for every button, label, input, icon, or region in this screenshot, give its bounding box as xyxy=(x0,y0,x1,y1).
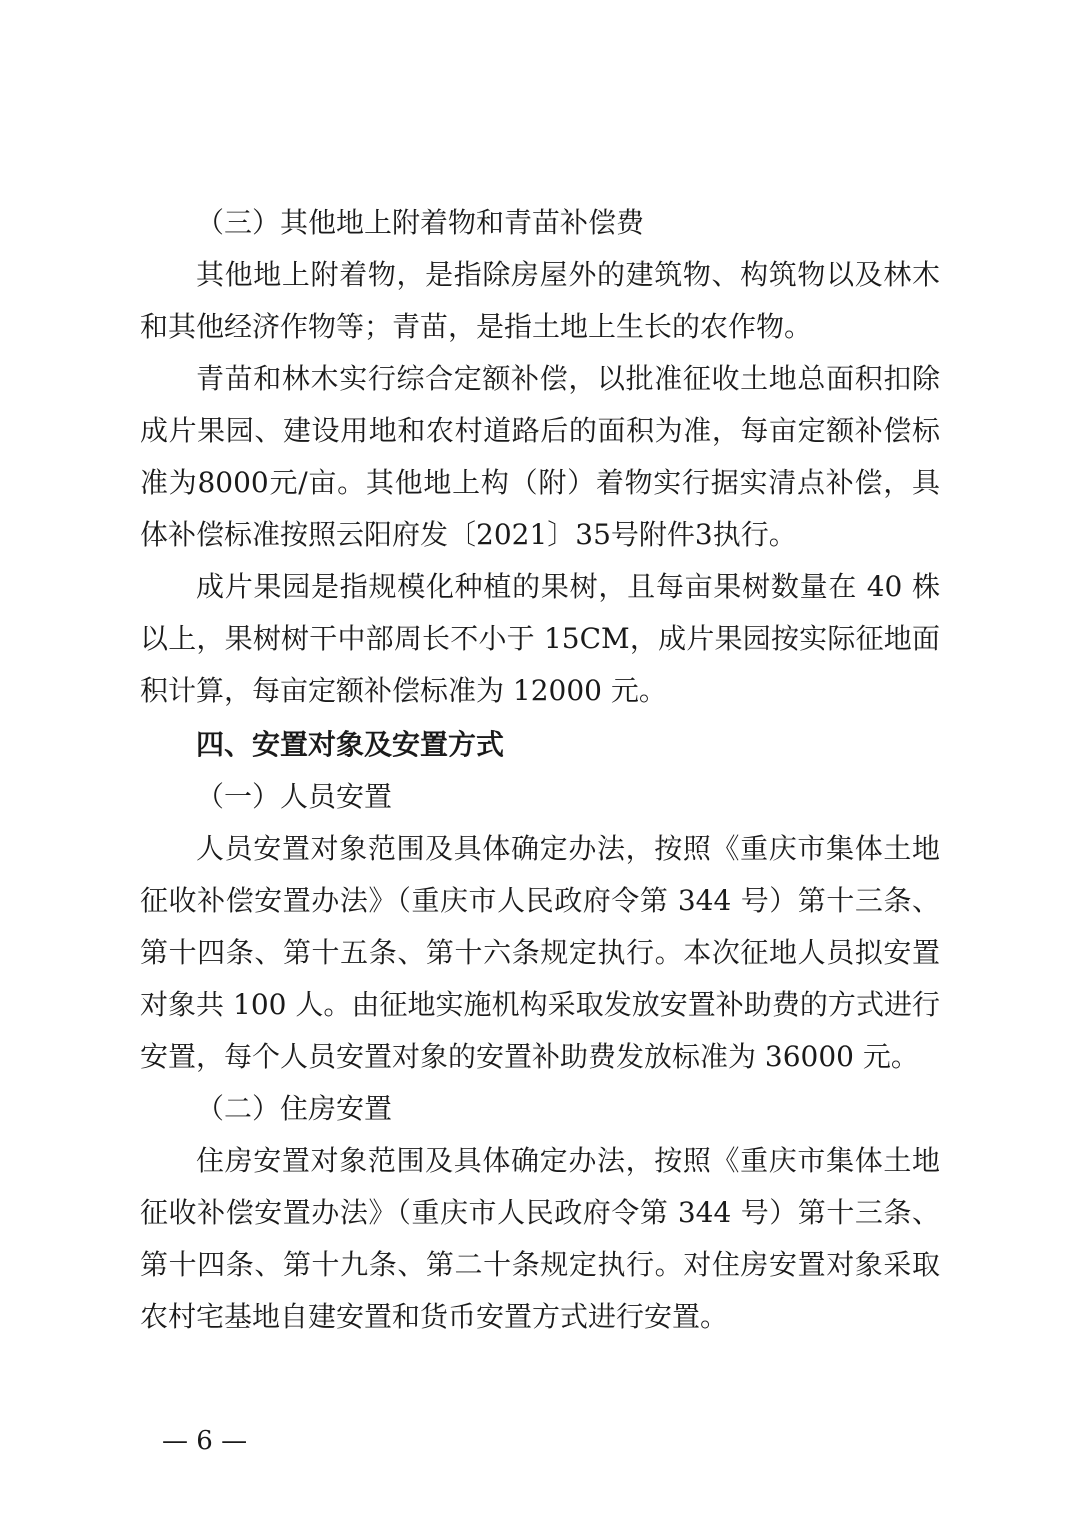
paragraph-3-line-3: 积计算，每亩定额补偿标准为 12000 元。 xyxy=(140,674,667,707)
page-number: — 6 — xyxy=(162,1426,248,1456)
subsection-2-heading: （二）住房安置 xyxy=(196,1092,393,1125)
paragraph-5-line-3: 第十四条、第十九条、第二十条规定执行。对住房安置对象采取 xyxy=(140,1248,940,1281)
subsection-1-heading: （一）人员安置 xyxy=(196,780,393,813)
paragraph-4-line-5: 安置，每个人员安置对象的安置补助费发放标准为 36000 元。 xyxy=(140,1040,919,1073)
paragraph-1-line-1: 其他地上附着物，是指除房屋外的建筑物、构筑物以及林木 xyxy=(196,258,940,291)
paragraph-5-line-2: 征收补偿安置办法》（重庆市人民政府令第 344 号）第十三条、 xyxy=(140,1196,940,1229)
paragraph-3-line-1: 成片果园是指规模化种植的果树，且每亩果树数量在 40 株 xyxy=(196,570,940,603)
paragraph-4-line-1: 人员安置对象范围及具体确定办法，按照《重庆市集体土地 xyxy=(196,832,940,865)
paragraph-2-line-2: 成片果园、建设用地和农村道路后的面积为准，每亩定额补偿标 xyxy=(140,414,940,447)
paragraph-3-line-2: 以上，果树树干中部周长不小于 15CM，成片果园按实际征地面 xyxy=(140,622,940,655)
paragraph-2-line-1: 青苗和林木实行综合定额补偿，以批准征收土地总面积扣除 xyxy=(196,362,940,395)
paragraph-4-line-2: 征收补偿安置办法》（重庆市人民政府令第 344 号）第十三条、 xyxy=(140,884,940,917)
paragraph-1-line-2: 和其他经济作物等；青苗，是指土地上生长的农作物。 xyxy=(140,310,813,343)
section-4-heading: 四、安置对象及安置方式 xyxy=(196,728,505,761)
paragraph-4-line-3: 第十四条、第十五条、第十六条规定执行。本次征地人员拟安置 xyxy=(140,936,940,969)
paragraph-2-line-3: 准为8000元/亩。其他地上构（附）着物实行据实清点补偿，具 xyxy=(140,466,940,499)
section-3-heading: （三）其他地上附着物和青苗补偿费 xyxy=(196,206,645,239)
paragraph-5-line-4: 农村宅基地自建安置和货币安置方式进行安置。 xyxy=(140,1300,729,1333)
paragraph-4-line-4: 对象共 100 人。由征地实施机构采取发放安置补助费的方式进行 xyxy=(140,988,940,1021)
paragraph-5-line-1: 住房安置对象范围及具体确定办法，按照《重庆市集体土地 xyxy=(196,1144,940,1177)
paragraph-2-line-4: 体补偿标准按照云阳府发〔2021〕35号附件3执行。 xyxy=(140,518,797,551)
